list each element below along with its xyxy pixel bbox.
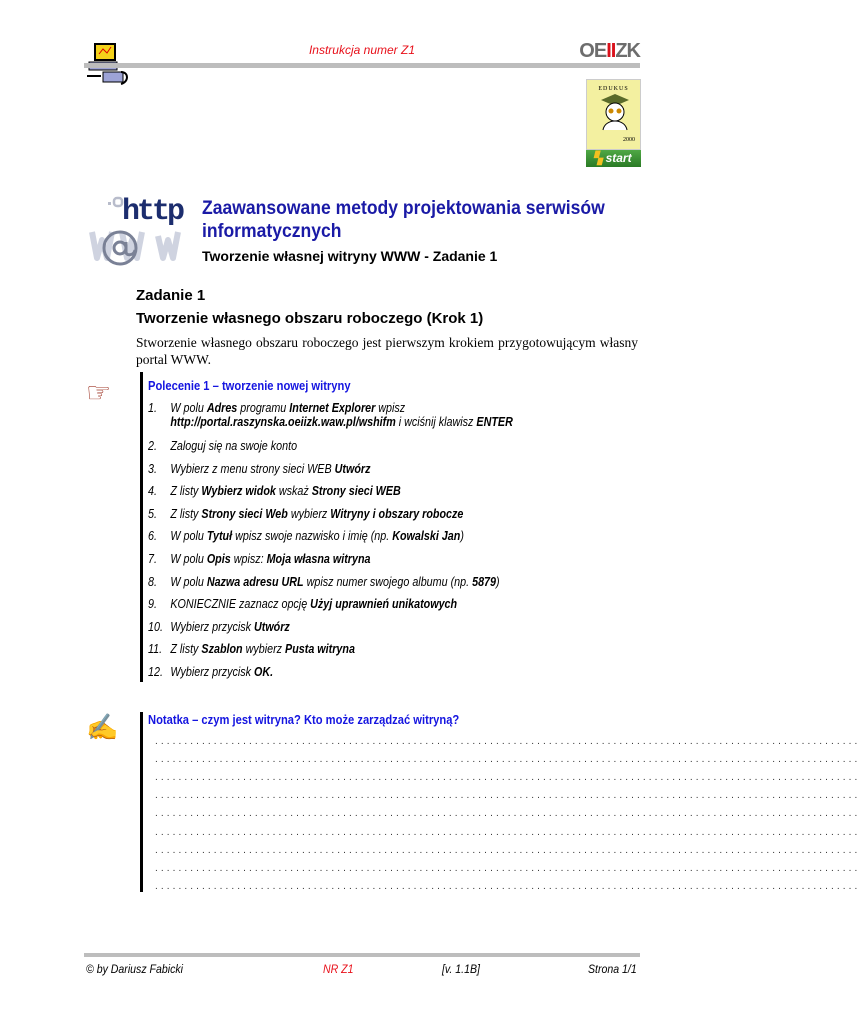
item-segment: Z listy <box>170 642 202 657</box>
list-item <box>148 401 630 439</box>
item-text <box>170 665 273 688</box>
item-segment: Z listy <box>170 506 202 521</box>
http-www-clipart <box>86 192 196 272</box>
item-segment: Witryny i obszary robocze <box>330 506 464 521</box>
item-segment: wpisz <box>375 401 406 415</box>
note-dotted-line[interactable]: ........................................................................................................................ <box>155 862 860 874</box>
item-segment: Adres <box>206 401 238 415</box>
oeiizk-logo: OEIIZK <box>579 40 640 62</box>
item-segment: ) <box>496 574 500 589</box>
item-segment: Wybierz widok <box>201 484 276 499</box>
item-number: 3. <box>148 461 157 476</box>
item-segment: Opis <box>206 551 231 566</box>
list-item <box>148 642 630 665</box>
footer-rule <box>84 953 640 957</box>
item-text <box>170 507 463 530</box>
item-segment: wybierz <box>242 642 286 657</box>
note-dotted-line[interactable]: ........................................................................................................................ <box>155 772 860 784</box>
note-heading: Notatka – czym jest witryna? Kto może zarządzać witryną? <box>148 712 460 727</box>
item-segment: Tytuł <box>206 529 233 544</box>
item-segment: Użyj uprawnień unikatowych <box>310 597 458 612</box>
note-dotted-line[interactable]: ........................................................................................................................ <box>155 880 860 892</box>
item-number: 2. <box>148 439 157 453</box>
item-segment: Kowalski Jan <box>392 529 461 544</box>
note-dotted-line[interactable]: ........................................................................................................................ <box>155 736 860 747</box>
list-item <box>148 552 630 575</box>
item-number: 7. <box>148 551 157 566</box>
item-segment: Strony sieci WEB <box>311 484 401 499</box>
item-segment: W polu <box>170 551 207 566</box>
item-segment: wskaż <box>275 484 312 499</box>
list-item <box>148 529 630 552</box>
item-segment: wybierz <box>287 506 331 521</box>
badge-text: EDUKUS <box>598 86 629 92</box>
item-number: 11. <box>148 642 163 657</box>
badge-year: 2000 <box>623 137 635 143</box>
item-segment: wpisz: <box>230 551 267 566</box>
item-segment: 5879 <box>472 574 497 589</box>
item-segment: Nazwa adresu URL <box>206 574 304 589</box>
note-dotted-line[interactable]: ........................................................................................................................ <box>155 754 860 766</box>
owl-icon <box>587 92 640 132</box>
item-text <box>170 642 355 665</box>
item-text <box>170 620 289 643</box>
item-number: 1. <box>148 401 157 415</box>
note-dotted-line[interactable]: ........................................................................................................................ <box>155 844 860 856</box>
footer-author: © by Dariusz Fabicki <box>86 962 183 976</box>
item-segment: programu <box>237 401 290 415</box>
item-segment: Pusta witryna <box>285 642 355 657</box>
http-logo-text: http <box>122 195 183 229</box>
command-block <box>148 378 630 688</box>
pointing-hand-icon: ☞ <box>86 377 112 408</box>
list-item <box>148 439 630 462</box>
section-heading: Tworzenie własnego obszaru roboczego (Krok 1) <box>136 310 484 327</box>
list-item <box>148 484 630 507</box>
item-number: 12. <box>148 664 163 679</box>
item-segment: Z listy <box>170 484 202 499</box>
item-segment: Wybierz z menu strony sieci WEB <box>170 461 335 476</box>
item-segment: ENTER <box>476 415 513 429</box>
item-segment: Wybierz przycisk <box>170 619 254 634</box>
item-segment: i wciśnij klawisz <box>395 415 477 429</box>
item-text <box>170 401 512 439</box>
item-segment: OK. <box>253 664 274 679</box>
item-segment: ) <box>460 529 464 544</box>
command-heading: Polecenie 1 – tworzenie nowej witryny <box>148 378 351 393</box>
item-number: 10. <box>148 619 163 634</box>
item-segment: Szablon <box>201 642 243 657</box>
item-segment: W polu <box>170 401 207 415</box>
edukus-badge <box>586 79 641 150</box>
command-bar <box>140 372 143 682</box>
header-rule <box>84 63 640 68</box>
item-segment: W polu <box>170 529 207 544</box>
item-number: 4. <box>148 484 157 499</box>
list-item <box>148 462 630 485</box>
item-segment: http://portal.raszynska.oeiizk.waw.pl/wshifm <box>170 415 396 429</box>
item-text <box>170 462 370 485</box>
item-segment: Strony sieci Web <box>201 506 288 521</box>
item-segment: KONIECZNIE zaznacz opcję <box>170 597 311 612</box>
note-bar <box>140 712 143 892</box>
item-text <box>170 529 464 552</box>
list-item <box>148 575 630 598</box>
document-title: Zaawansowane metody projektowania serwisów informatycznych <box>202 197 605 242</box>
list-item <box>148 620 630 643</box>
task-heading: Zadanie 1 <box>136 287 206 304</box>
item-segment: Utwórz <box>253 619 290 634</box>
footer-page: Strona 1/1 <box>588 962 637 976</box>
item-number: 8. <box>148 574 157 589</box>
note-dotted-line[interactable]: ........................................................................................................................ <box>155 790 860 802</box>
item-segment: Internet Explorer <box>289 401 376 415</box>
item-text <box>170 439 297 462</box>
item-segment: Utwórz <box>334 461 371 476</box>
command-list <box>148 401 630 688</box>
item-number: 9. <box>148 597 157 612</box>
windows-flag-icon: ▚ <box>593 151 603 165</box>
item-text <box>170 597 457 620</box>
item-segment: wpisz numer swojego albumu (np. <box>303 574 473 589</box>
item-segment: W polu <box>170 574 207 589</box>
item-text <box>170 552 370 575</box>
header-title: Instrukcja numer Z1 <box>308 43 416 57</box>
item-segment: Moja własna witryna <box>266 551 371 566</box>
document-subtitle: Tworzenie własnej witryny WWW - Zadanie 1 <box>202 248 498 264</box>
note-pencil-icon: ✍ <box>86 712 119 742</box>
item-segment: wpisz swoje nazwisko i imię (np. <box>232 529 393 544</box>
note-dotted-line[interactable]: ........................................................................................................................ <box>155 808 860 820</box>
item-segment: Zaloguj się na swoje konto <box>170 439 298 453</box>
start-button[interactable] <box>586 150 641 167</box>
start-label: start <box>605 151 632 165</box>
item-number: 6. <box>148 529 157 544</box>
item-number: 5. <box>148 506 157 521</box>
list-item <box>148 597 630 620</box>
item-segment: Wybierz przycisk <box>170 664 254 679</box>
footer-version: [v. 1.1B] <box>442 962 480 976</box>
list-item <box>148 665 630 688</box>
item-text <box>170 484 400 507</box>
intro-paragraph: Stworzenie własnego obszaru roboczego jest pierwszym krokiem przygotowującym własny portal WWW. <box>136 335 638 367</box>
note-dotted-line[interactable]: ........................................................................................................................ <box>155 826 860 838</box>
item-text <box>170 575 499 598</box>
list-item <box>148 507 630 530</box>
footer-number: NR Z1 <box>323 962 354 976</box>
